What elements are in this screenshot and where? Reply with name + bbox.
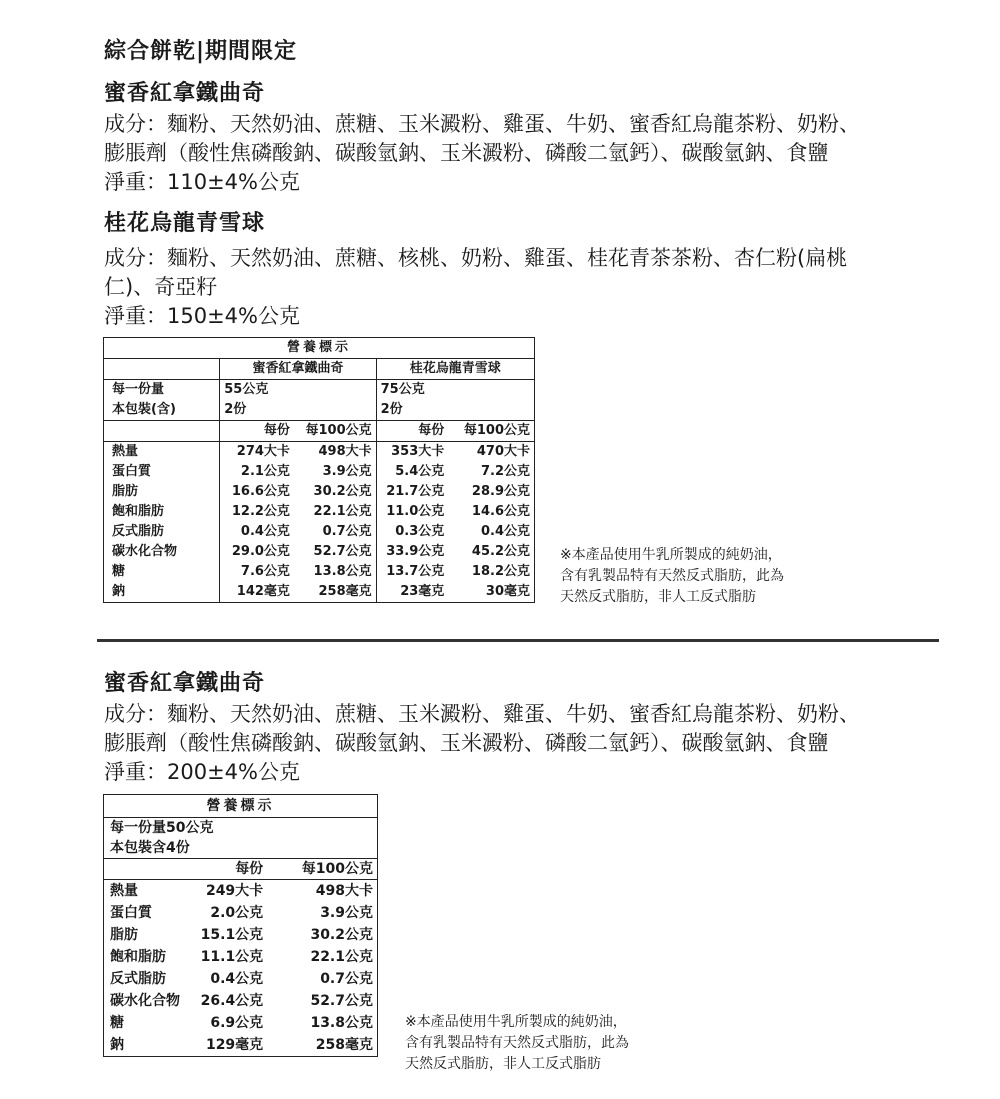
- value-a-per-serving: 142毫克: [220, 582, 294, 603]
- unit-header-row: [104, 421, 535, 442]
- value-a-per-serving: 274大卡: [220, 442, 294, 463]
- value-a-per-100g: 13.8公克: [313, 564, 372, 579]
- value-per-serving: 129毫克: [205, 1037, 264, 1053]
- footnote-1-line1: ※本產品使用牛乳所製成的純奶油，: [560, 547, 782, 563]
- section2-ingredients-line1: 成分：麵粉、天然奶油、蔗糖、玉米澱粉、雞蛋、牛奶、蜜香紅烏龍茶粉、奶粉、: [104, 702, 860, 726]
- value-per-100g: 13.8公克: [310, 1015, 373, 1031]
- value-per-serving: 6.9公克: [210, 1015, 264, 1031]
- nutrient-row: [104, 582, 535, 603]
- nutrient-row: [104, 482, 535, 502]
- value-a-per-100g: 30.2公克: [313, 484, 372, 499]
- nutrient-row: [104, 990, 378, 1012]
- value-per-100g: 30.2公克: [310, 927, 373, 943]
- product1-weight: 淨重：110±4%公克: [104, 170, 300, 194]
- footnote-2: [405, 1012, 629, 1075]
- section1-title: 綜合餅乾|期間限定: [104, 39, 298, 64]
- product1-ingredients-line1: 成分：麵粉、天然奶油、蔗糖、玉米澱粉、雞蛋、牛奶、蜜香紅烏龍茶粉、奶粉、: [104, 112, 860, 136]
- nutrient-name: 熱量: [110, 883, 138, 899]
- nutrient-name: 糖: [110, 1015, 124, 1031]
- value-per-100g: 3.9公克: [320, 905, 373, 921]
- section2-ingredients-line2: 膨脹劑（酸性焦磷酸鈉、碳酸氫鈉、玉米澱粉、磷酸二氫鈣）、碳酸氫鈉、食鹽: [104, 731, 829, 755]
- product1-ingredients: [104, 110, 860, 197]
- nutrient-row: [104, 968, 378, 990]
- value-b-per-100g: 7.2公克: [480, 464, 530, 479]
- per-100g-2: 每100公克: [301, 861, 373, 877]
- value-b-per-100g: 470大卡: [476, 444, 530, 459]
- nutrient-name: 反式脂肪: [112, 524, 165, 539]
- value-a-per-100g: 3.9公克: [322, 464, 372, 479]
- nutrient-name: 糖: [112, 564, 126, 579]
- value-b-per-serving: 11.0公克: [376, 502, 448, 522]
- value-per-100g: 52.7公克: [310, 993, 373, 1009]
- product2-ingredients-line1: 成分：麵粉、天然奶油、蔗糖、核桃、奶粉、雞蛋、桂花青茶茶粉、杏仁粉(扁桃: [104, 246, 848, 270]
- serving-label: 每一份量: [112, 382, 165, 397]
- per-serving-2: 每份: [235, 861, 264, 877]
- nutrition-table-1-header-row: [104, 359, 535, 380]
- per-serving-b: 每份: [376, 421, 448, 442]
- nutrient-name: 蛋白質: [112, 464, 152, 479]
- nutrition-table-1-title: 營養標示: [286, 340, 351, 355]
- value-per-100g: 0.7公克: [320, 971, 373, 987]
- per-100g-b: 每100公克: [463, 423, 530, 438]
- nutrient-row: [104, 1034, 378, 1057]
- nutrition-table-1-title-row: [104, 338, 535, 359]
- nutrient-name: 鈉: [110, 1037, 124, 1053]
- nutrient-name: 熱量: [112, 444, 139, 459]
- column-header-a: 蜜香紅拿鐵曲奇: [220, 359, 376, 380]
- nutrient-name: 飽和脂肪: [110, 949, 166, 965]
- value-per-serving: 249大卡: [205, 883, 264, 899]
- section2-product-name: 蜜香紅拿鐵曲奇: [104, 671, 266, 696]
- nutrient-row: [104, 1012, 378, 1034]
- nutrient-row: [104, 902, 378, 924]
- nutrient-name: 鈉: [112, 584, 126, 599]
- value-b-per-serving: 5.4公克: [376, 462, 448, 482]
- value-b-per-100g: 14.6公克: [471, 504, 530, 519]
- nutrient-row: [104, 502, 535, 522]
- value-a-per-serving: 16.6公克: [220, 482, 294, 502]
- value-b-per-100g: 45.2公克: [471, 544, 530, 559]
- value-b-per-100g: 0.4公克: [480, 524, 530, 539]
- value-b-per-serving: 21.7公克: [376, 482, 448, 502]
- value-a-per-100g: 258毫克: [318, 584, 372, 599]
- nutrition-table-2-title: 營養標示: [206, 798, 275, 814]
- section2-weight: 淨重：200±4%公克: [104, 760, 300, 784]
- nutrient-row: [104, 880, 378, 903]
- value-b-per-serving: 33.9公克: [376, 542, 448, 562]
- footnote-2-line2: 含有乳製品特有天然反式脂肪，此為: [405, 1035, 629, 1051]
- nutrient-row: [104, 946, 378, 968]
- nutrition-table-1: [103, 337, 535, 603]
- value-b-per-100g: 30毫克: [485, 584, 530, 599]
- section2-ingredients: [104, 700, 860, 787]
- serving-row: [104, 380, 535, 401]
- serving-a: 55公克: [220, 380, 376, 401]
- footnote-2-line1: ※本產品使用牛乳所製成的純奶油，: [405, 1014, 627, 1030]
- nutrient-row: [104, 442, 535, 463]
- value-a-per-100g: 52.7公克: [313, 544, 372, 559]
- package-row-2: [104, 838, 378, 859]
- nutrient-name: 脂肪: [112, 484, 139, 499]
- product1-name: 蜜香紅拿鐵曲奇: [104, 81, 266, 106]
- nutrient-name: 碳水化合物: [110, 993, 180, 1009]
- nutrient-name: 脂肪: [110, 927, 138, 943]
- value-a-per-serving: 7.6公克: [220, 562, 294, 582]
- value-a-per-serving: 12.2公克: [220, 502, 294, 522]
- value-a-per-serving: 2.1公克: [220, 462, 294, 482]
- serving-b: 75公克: [376, 380, 534, 401]
- package-label-2: 本包裝含4份: [110, 840, 190, 856]
- value-per-serving: 15.1公克: [200, 927, 264, 943]
- value-per-100g: 258毫克: [315, 1037, 373, 1053]
- nutrient-name: 蛋白質: [110, 905, 152, 921]
- per-serving-a: 每份: [220, 421, 294, 442]
- nutrition-table-2: [103, 794, 378, 1057]
- section-divider: [97, 639, 939, 642]
- nutrient-row: [104, 542, 535, 562]
- nutrient-name: 飽和脂肪: [112, 504, 165, 519]
- value-per-serving: 11.1公克: [200, 949, 264, 965]
- per-100g-a: 每100公克: [305, 423, 372, 438]
- package-label: 本包裝(含): [112, 402, 176, 417]
- value-b-per-serving: 23毫克: [376, 582, 448, 603]
- nutrient-name: 反式脂肪: [110, 971, 166, 987]
- value-b-per-serving: 13.7公克: [376, 562, 448, 582]
- nutrition-table-2-title-row: [104, 795, 378, 818]
- nutrient-name: 碳水化合物: [112, 544, 178, 559]
- value-a-per-100g: 498大卡: [318, 444, 372, 459]
- value-per-serving: 0.4公克: [210, 971, 264, 987]
- footnote-2-line3: 天然反式脂肪，非人工反式脂肪: [405, 1056, 601, 1072]
- value-per-100g: 498大卡: [315, 883, 373, 899]
- value-per-100g: 22.1公克: [310, 949, 373, 965]
- nutrient-row: [104, 522, 535, 542]
- value-a-per-100g: 22.1公克: [313, 504, 372, 519]
- unit-header-row-2: [104, 859, 378, 880]
- value-per-serving: 2.0公克: [210, 905, 264, 921]
- footnote-1-line3: 天然反式脂肪，非人工反式脂肪: [560, 589, 756, 605]
- value-b-per-serving: 0.3公克: [376, 522, 448, 542]
- footnote-1-line2: 含有乳製品特有天然反式脂肪，此為: [560, 568, 784, 584]
- product2-ingredients-line2: 仁)、奇亞籽: [104, 275, 218, 299]
- package-row: [104, 400, 535, 421]
- value-b-per-100g: 28.9公克: [471, 484, 530, 499]
- package-a: 2份: [220, 400, 376, 421]
- product2-name: 桂花烏龍青雪球: [104, 211, 266, 236]
- value-b-per-serving: 353大卡: [376, 442, 448, 463]
- product1-ingredients-line2: 膨脹劑（酸性焦磷酸鈉、碳酸氫鈉、玉米澱粉、磷酸二氫鈣）、碳酸氫鈉、食鹽: [104, 141, 829, 165]
- product2-weight: 淨重：150±4%公克: [104, 304, 300, 328]
- serving-row-2: [104, 818, 378, 839]
- value-per-serving: 26.4公克: [200, 993, 264, 1009]
- package-b: 2份: [376, 400, 534, 421]
- serving-label-2: 每一份量50公克: [110, 820, 214, 836]
- nutrient-row: [104, 462, 535, 482]
- nutrient-row: [104, 562, 535, 582]
- product2-ingredients: [104, 244, 847, 331]
- nutrient-row: [104, 924, 378, 946]
- column-header-b: 桂花烏龍青雪球: [376, 359, 534, 380]
- footnote-1: [560, 545, 784, 608]
- value-a-per-serving: 0.4公克: [220, 522, 294, 542]
- value-a-per-serving: 29.0公克: [220, 542, 294, 562]
- value-a-per-100g: 0.7公克: [322, 524, 372, 539]
- value-b-per-100g: 18.2公克: [471, 564, 530, 579]
